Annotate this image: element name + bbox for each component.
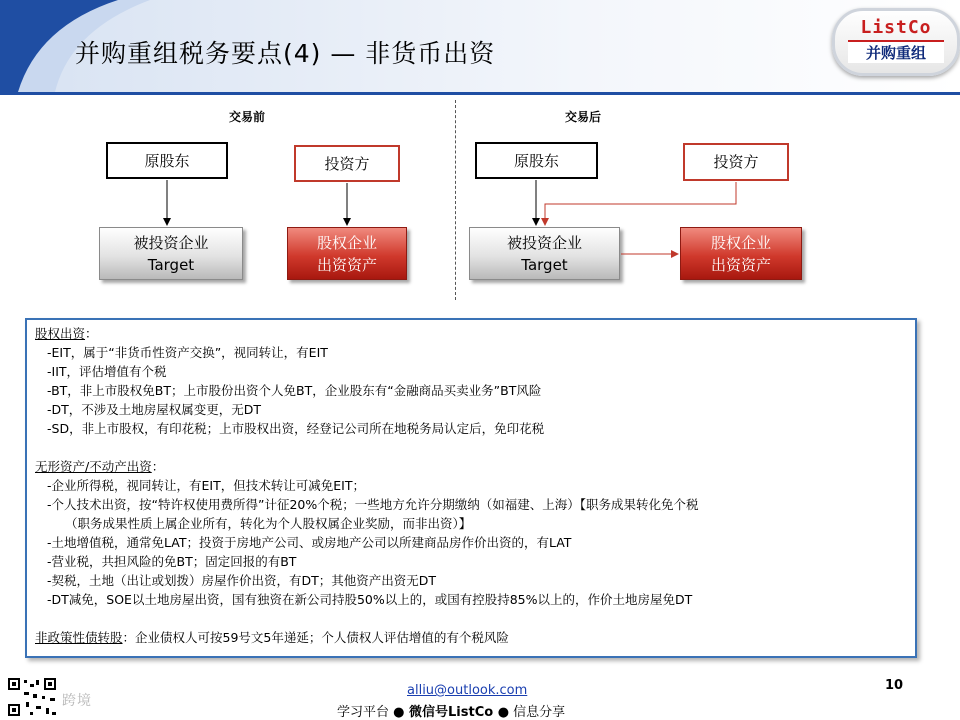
before-asset-line2: 出资资产 bbox=[316, 255, 377, 274]
page-number: 10 bbox=[885, 678, 904, 693]
slide-title: 并购重组税务要点(4) — 非货币出资 bbox=[75, 39, 496, 68]
tagline-part-a: 学习平台 bbox=[337, 705, 394, 720]
before-investor-box: 投资方 bbox=[294, 145, 400, 182]
equity-item: -IIT，评估增值有个税 bbox=[47, 364, 167, 379]
before-original-shareholder-box: 原股东 bbox=[106, 142, 228, 179]
after-investee-name: 被投资企业 bbox=[506, 233, 582, 252]
logo-subtitle: 并购重组 bbox=[848, 40, 944, 63]
equity-item: -SD，非上市股权，有印花税；上市股权出资，经登记公司所在地税务局认定后，免印花税 bbox=[47, 421, 545, 436]
footer-email-link[interactable]: alliu@outlook.com bbox=[407, 683, 528, 698]
equity-item: -BT，非上市股权免BT；上市股份出资个人免BT，企业股东有“金融商品买卖业务”BT风险 bbox=[47, 383, 542, 398]
notes-box bbox=[25, 318, 917, 658]
after-asset-line1: 股权企业 bbox=[710, 233, 771, 252]
bullet-icon: ● bbox=[393, 705, 405, 720]
intangible-item: -契税，土地（出让或划拨）房屋作价出资，有DT；其他资产出资无DT bbox=[47, 573, 437, 588]
before-investee-name: 被投资企业 bbox=[133, 233, 209, 252]
before-label: 交易前 bbox=[229, 110, 266, 124]
intangible-item: -土地增值税，通常免LAT；投资于房地产公司、或房地产公司以所建商品房作价出资的，有LAT bbox=[47, 535, 572, 550]
equity-heading: 股权出资 bbox=[35, 326, 86, 341]
after-asset-line2: 出资资产 bbox=[710, 255, 771, 274]
equity-item: -DT，不涉及土地房屋权属变更，无DT bbox=[47, 402, 262, 417]
after-original-shareholder-box: 原股东 bbox=[475, 142, 598, 179]
intangible-item: -企业所得税，视同转让，有EIT，但技术转让可减免EIT； bbox=[47, 478, 365, 493]
before-asset-line1: 股权企业 bbox=[316, 233, 377, 252]
intangible-item: -营业税，共担风险的免BT；固定回报的有BT bbox=[47, 554, 297, 569]
qr-code-icon bbox=[6, 676, 58, 718]
debt-line bbox=[35, 628, 907, 647]
after-investor-box: 投资方 bbox=[683, 143, 789, 181]
intangible-item: -DT减免，SOE以土地房屋出资，国有独资在新公司持股50%以上的，或国有控股持85%以上的，作价土地房屋免DT bbox=[47, 592, 693, 607]
tagline-part-b: 微信号ListCo bbox=[404, 705, 498, 720]
footer-tagline bbox=[337, 701, 565, 720]
intangible-item: -个人技术出资，按“特许权使用费所得”计征20%个税；一些地方允许分期缴纳（如福建、上海）【职务成果转化免个税 bbox=[47, 497, 699, 512]
debt-heading: 非政策性债转股 bbox=[35, 630, 123, 645]
watermark-text: 跨境 bbox=[62, 693, 92, 709]
equity-heading-colon: ： bbox=[85, 326, 98, 341]
after-investee-target: Target bbox=[521, 255, 568, 274]
intangible-heading-colon: ： bbox=[151, 459, 165, 474]
tagline-part-c: 信息分享 bbox=[509, 705, 566, 720]
equity-item: -EIT，属于“非货币性资产交换”，视同转让，有EIT bbox=[47, 345, 328, 360]
after-investor-arrow bbox=[545, 182, 736, 224]
diagram-arrows bbox=[0, 0, 960, 320]
before-investee-target: Target bbox=[147, 255, 195, 274]
logo-wordmark: ListCo bbox=[860, 17, 932, 38]
equity-heading-line bbox=[35, 324, 907, 343]
debt-text: ：企业债权人可按59号文5年递延；个人债权人评估增值的有个税风险 bbox=[122, 630, 509, 645]
intangible-heading-line bbox=[35, 457, 907, 476]
intangible-heading: 无形资产/不动产出资 bbox=[35, 459, 152, 474]
intangible-item: （职务成果性质上属企业所有，转化为个人股权属企业奖励，而非出资）】 bbox=[65, 516, 472, 531]
after-label: 交易后 bbox=[565, 110, 602, 124]
bullet-icon: ● bbox=[497, 705, 510, 720]
